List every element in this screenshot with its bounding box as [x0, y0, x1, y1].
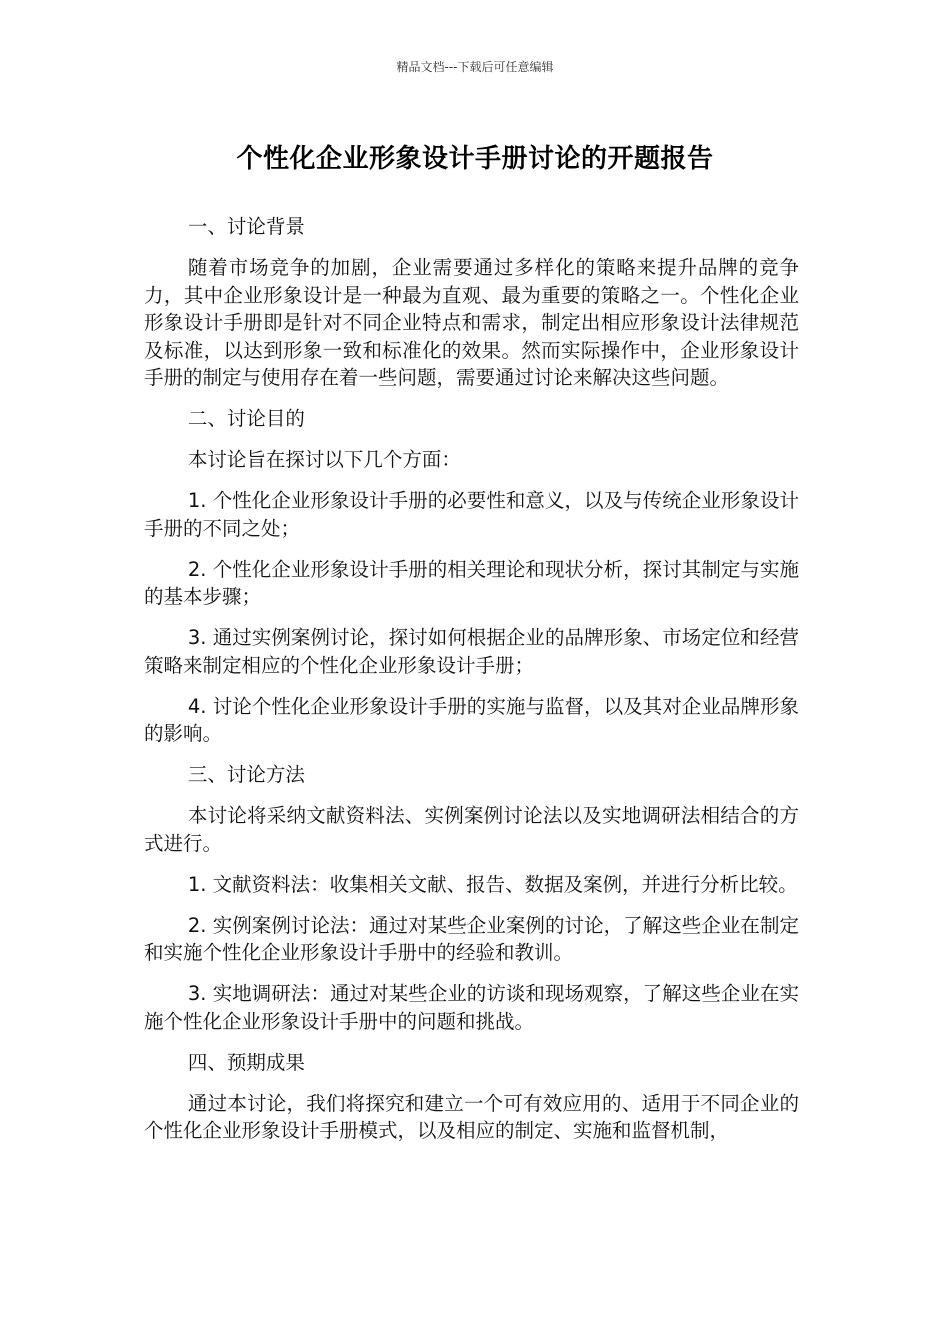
purpose-item-3: 3. 通过实例案例讨论，探讨如何根据企业的品牌形象、市场定位和经营策略来制定相应的个性化企业形象设计手册； [144, 626, 799, 677]
purpose-intro: 本讨论旨在探讨以下几个方面： [187, 448, 461, 471]
section-heading-method: 三、讨论方法 [187, 763, 305, 786]
purpose-item-2: 2. 个性化企业形象设计手册的相关理论和现状分析，探讨其制定与实施的基本步骤； [144, 557, 799, 608]
section-heading-outcome: 四、预期成果 [187, 1050, 305, 1074]
background-paragraph: 随着市场竞争的加剧，企业需要通过多样化的策略来提升品牌的竞争力，其中企业形象设计是一种最为直观、最为重要的策略之一。个性化企业形象设计手册即是针对不同企业特点和需求，制定出相应形象设计法律规范及标准，以达到形象一致和标准化的效果。然而实际操作中，企业形象设计手册的制定与使用存在着一些问题，需要通过讨论来解决这些问题。 [144, 256, 799, 389]
method-item-2: 2. 实例案例讨论法：通过对某些企业案例的讨论，了解这些企业在制定和实施个性化企业形象设计手册中的经验和教训。 [144, 913, 799, 964]
section-heading-purpose: 二、讨论目的 [187, 407, 305, 430]
header-note: 精品文档---下载后可任意编辑 [396, 60, 554, 74]
method-item-1: 1. 文献资料法：收集相关文献、报告、数据及案例，并进行分析比较。 [187, 872, 798, 896]
outcome-paragraph: 通过本讨论，我们将探究和建立一个可有效应用的、适用于不同企业的个性化企业形象设计手册模式，以及相应的制定、实施和监督机制， [144, 1091, 799, 1142]
document-body [144, 213, 799, 1158]
purpose-item-1: 1. 个性化企业形象设计手册的必要性和意义，以及与传统企业形象设计手册的不同之处； [144, 489, 799, 540]
section-heading-background: 一、讨论背景 [187, 215, 305, 238]
page-title: 个性化企业形象设计手册讨论的开题报告 [236, 144, 714, 174]
method-item-3: 3. 实地调研法：通过对某些企业的访谈和现场观察，了解这些企业在实施个性化企业形象设计手册中的问题和挑战。 [144, 982, 799, 1033]
purpose-item-4: 4. 讨论个性化企业形象设计手册的实施与监督，以及其对企业品牌形象的影响。 [144, 694, 799, 745]
method-intro: 本讨论将采纳文献资料法、实例案例讨论法以及实地调研法相结合的方式进行。 [144, 804, 799, 855]
